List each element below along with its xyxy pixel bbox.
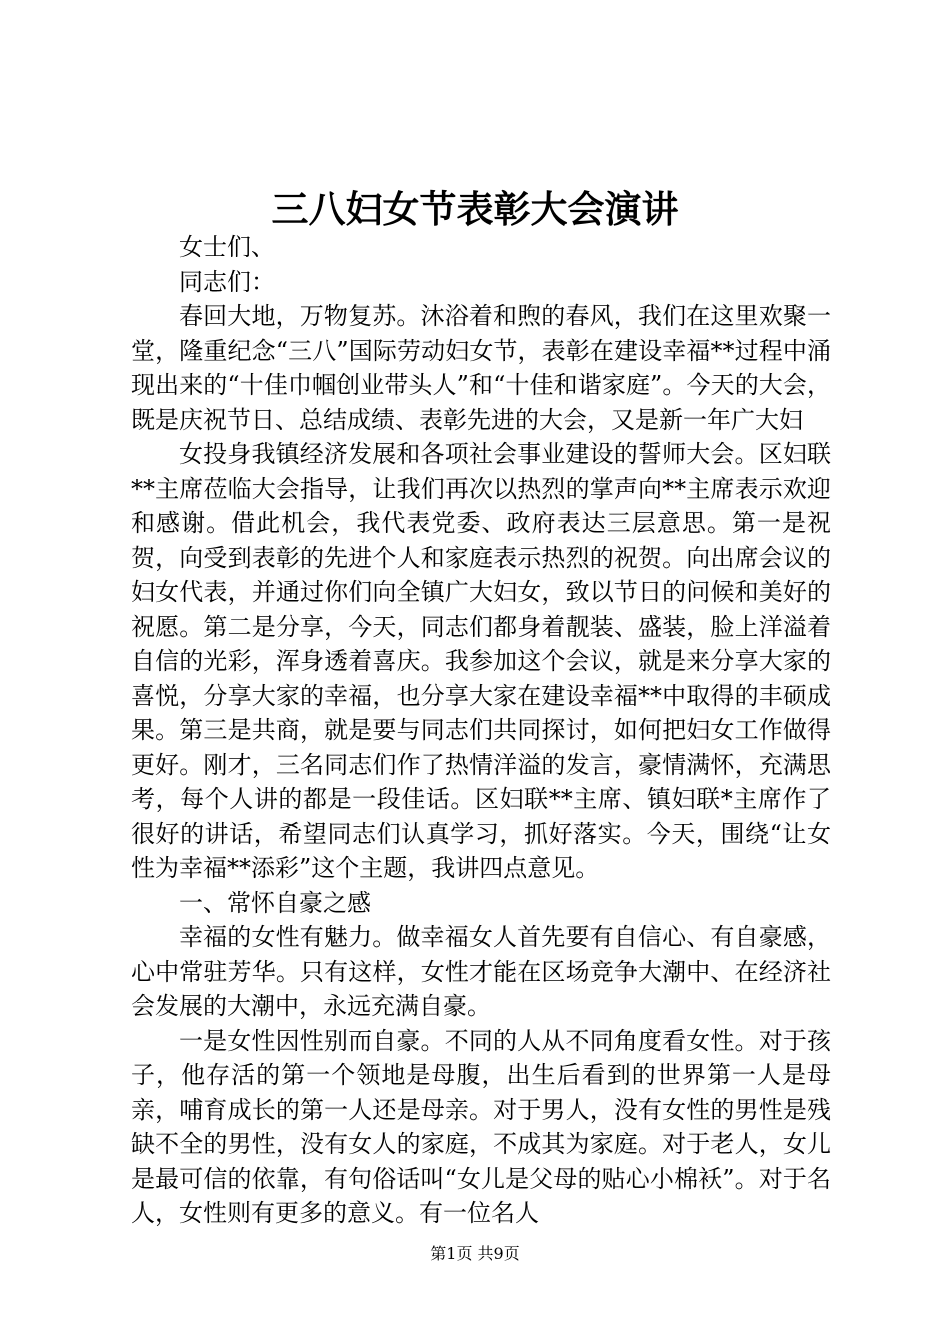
paragraph-three-points: 女投身我镇经济发展和各项社会事业建设的誓师大会。区妇联**主席莅临大会指导，让我们再次以热烈的掌声向**主席表示欢迎和感谢。借此机会，我代表党委、政府表达三层意思。第一是祝贺，向受到表彰的先进个人和家庭表示热烈的祝贺。向出席会议的妇女代表，并通过你们向全镇广大妇女，致以节日的问候和美好的祝愿。第二是分享，今天，同志们都身着靓装、盛装，脸上洋溢着自信的光彩，浑身透着喜庆。我参加这个会议，就是来分享大家的喜悦，分享大家的幸福，也分享大家在建设幸福**中取得的丰硕成果。第三是共商，就是要与同志们共同探讨，如何把妇女工作做得更好。刚才，三名同志们作了热情洋溢的发言，豪情满怀，充满思考，每个人讲的都是一段佳话。区妇联**主席、镇妇联*主席作了很好的讲话，希望同志们认真学习，抓好落实。今天，围绕“让女性为幸福**添彩”这个主题，我讲四点意见。	[131, 440, 831, 882]
document-title: 三八妇女节表彰大会演讲	[271, 187, 679, 231]
paragraph-charm: 幸福的女性有魅力。做幸福女人首先要有自信心、有自豪感，心中常驻芳华。只有这样，女性才能在区场竞争大潮中、在经济社会发展的大潮中，永远充满自豪。	[131, 923, 831, 1020]
paragraph-opening: 春回大地，万物复苏。沐浴着和煦的春风，我们在这里欢聚一堂，隆重纪念“三八”国际劳动妇女节，表彰在建设幸福**过程中涌现出来的“十佳巾帼创业带头人”和“十佳和谐家庭”。今天的大会，既是庆祝节日、总结成绩、表彰先进的大会，又是新一年广大妇	[131, 302, 831, 434]
page-footer: 第1页 共9页	[430, 1244, 520, 1263]
paragraph-salutation-1: 女士们、	[179, 233, 275, 261]
document-body	[131, 230, 831, 1231]
paragraph-gender-pride: 一是女性因性别而自豪。不同的人从不同角度看女性。对于孩子，他存活的第一个领地是母腹，出生后看到的世界第一人是母亲，哺育成长的第一人还是母亲。对于男人，没有女性的男性是残缺不全的男性，没有女人的家庭，不成其为家庭。对于老人，女儿是最可信的依靠，有句俗话叫“女儿是父母的贴心小棉袄”。对于名人，女性则有更多的意义。有一位名人	[131, 1026, 831, 1227]
section-heading-1: 一、常怀自豪之感	[179, 888, 371, 917]
paragraph-salutation-2: 同志们：	[179, 267, 275, 296]
